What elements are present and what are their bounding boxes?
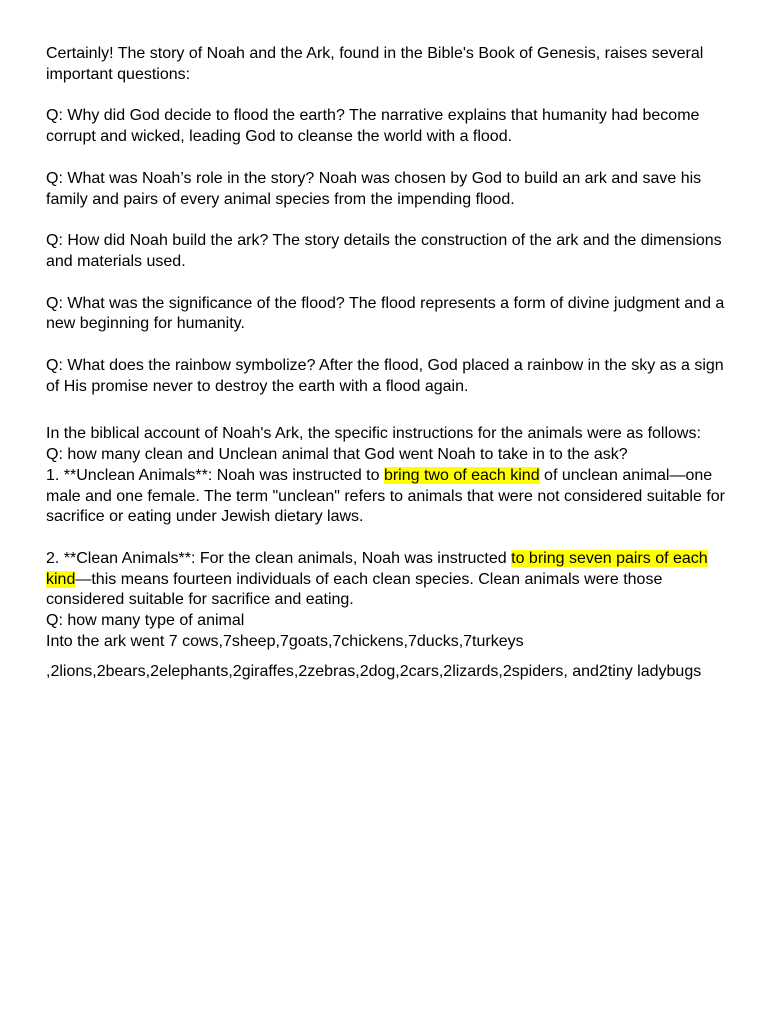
- spacer: [46, 85, 726, 106]
- spacer: [46, 273, 726, 294]
- spacer: [46, 148, 726, 169]
- question-animal-types: Q: how many type of animal: [46, 612, 245, 630]
- spacer: [46, 397, 726, 424]
- qa-paragraph-rainbow: Q: What does the rainbow symbolize? After the flood, God placed a rainbow in the sky as a sign of His promise never to destroy the earth with a flood again.: [46, 357, 724, 395]
- unclean-text-after: of unclean animal—one male and one female. The term "unclean" refers to animals that were not considered suitable for sacrifice or eating under Jewish dietary laws.: [46, 466, 725, 526]
- clean-animals-paragraph: [46, 549, 726, 611]
- spacer: [46, 652, 726, 662]
- clean-text-before: 2. **Clean Animals**: For the clean animals, Noah was instructed: [46, 549, 512, 567]
- unclean-animals-paragraph: [46, 466, 726, 528]
- qa-paragraph-noah-role: Q: What was Noah’s role in the story? Noah was chosen by God to build an ark and save his family and pairs of every animal species from the impending flood.: [46, 169, 702, 208]
- spacer: [46, 528, 726, 549]
- clean-text-after: —this means fourteen individuals of each clean species. Clean animals were those considered suitable for sacrifice and eating.: [46, 570, 663, 609]
- qa-paragraph-flood-reason: Q: Why did God decide to flood the earth? The narrative explains that humanity had become corrupt and wicked, leading God to cleanse the world with a flood.: [46, 107, 700, 146]
- ark-animal-list-line-1: Into the ark went 7 cows,7sheep,7goats,7chickens,7ducks,7turkeys: [46, 632, 524, 650]
- spacer: [46, 335, 726, 356]
- account-intro-paragraph: In the biblical account of Noah's Ark, the specific instructions for the animals were as follows:: [46, 425, 701, 443]
- qa-paragraph-flood-significance: Q: What was the significance of the flood? The flood represents a form of divine judgment and a new beginning for humanity.: [46, 294, 725, 333]
- intro-paragraph: Certainly! The story of Noah and the Ark, found in the Bible's Book of Genesis, raises several important questions:: [46, 45, 704, 83]
- unclean-text-before: 1. **Unclean Animals**: Noah was instructed to: [46, 466, 384, 484]
- unclean-highlight: bring two of each kind: [383, 466, 540, 484]
- ark-animal-list-line-2: ,2lions,2bears,2elephants,2giraffes,2zebras,2dog,2cars,2lizards,2spiders, and2tiny ladybugs: [46, 663, 702, 681]
- document-page: [46, 44, 726, 683]
- question-clean-unclean: Q: how many clean and Unclean animal that God went Noah to take in to the ask?: [46, 446, 628, 464]
- qa-paragraph-ark-build: Q: How did Noah build the ark? The story details the construction of the ark and the dimensions and materials used.: [46, 232, 722, 270]
- clean-highlight: to bring seven pairs of each kind: [46, 549, 708, 588]
- spacer: [46, 210, 726, 231]
